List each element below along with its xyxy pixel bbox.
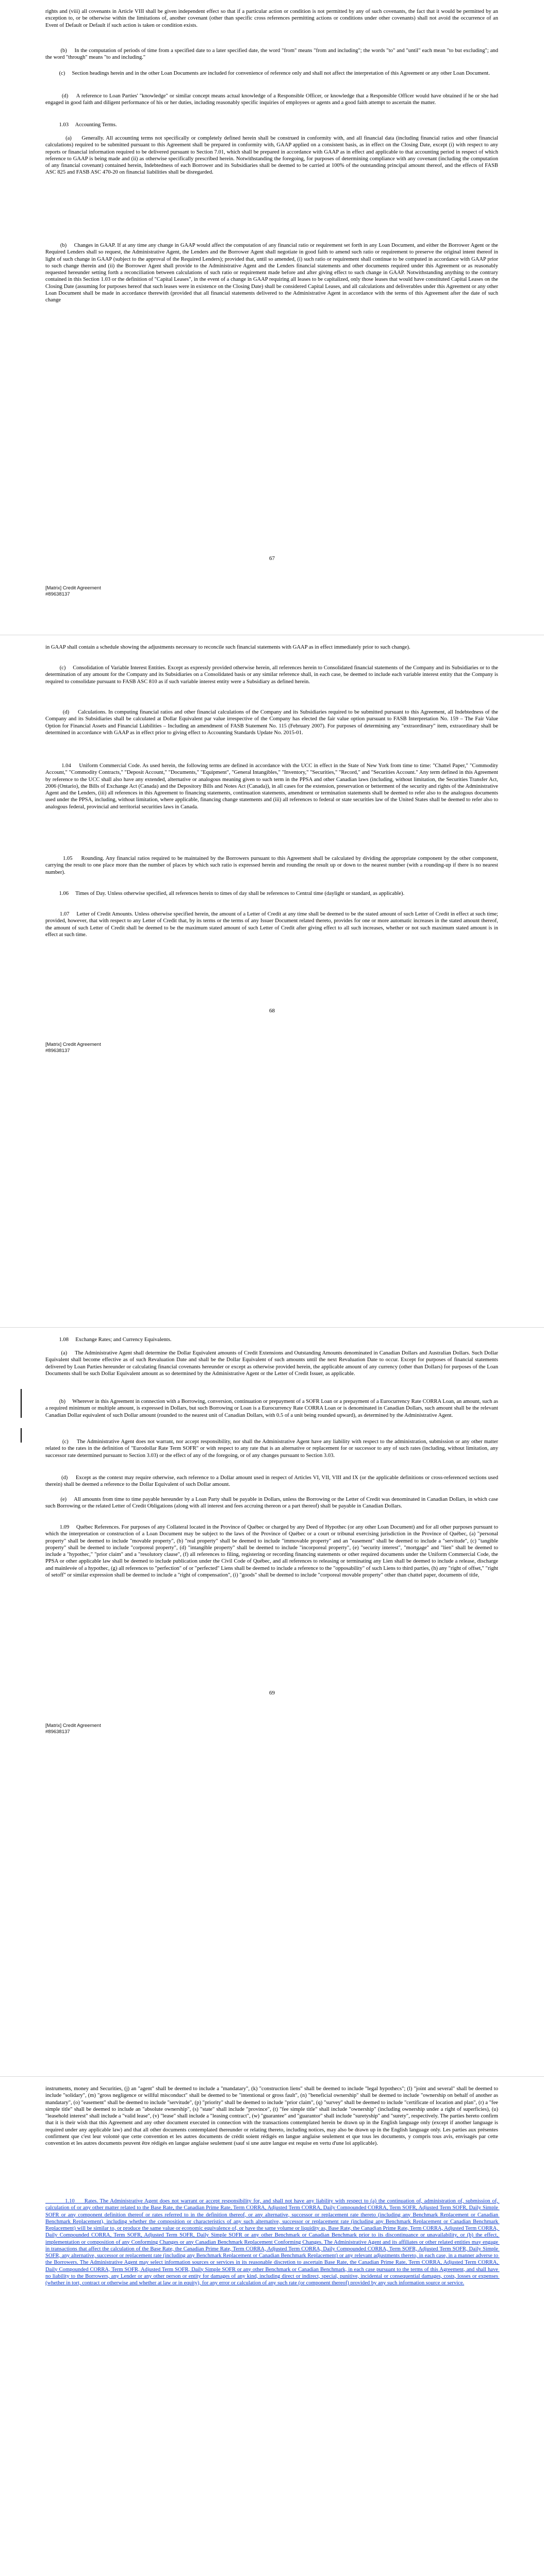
paragraph: (b) Wherever in this Agreement in connection with a Borrowing, conversion, continuation or prepayment of a SOFR Loan or a prepayment of a Eurocurrency Rate CORRA Loan, an amount, such as a required minimum or multiple amount, is expressed in Dollars, but such Borrowing or Loan is a Eurocurrency Rate CORRA Loan or is denominated in Canadian Dollars, such amount shall be the relevant Canadian Dollar equivalent of such Dollar amount (rounded to the nearest unit of Canadian Dollars, with 0.5 of a unit being rounded upward), as determined by the Administrative Agent. — [45, 1399, 500, 1418]
paragraph: (c) Section headings herein and in the other Loan Documents are included for convenience of reference only and shall not affect the interpretation of this Agreement or any other Loan Document. — [45, 71, 490, 76]
paragraph: (b) Changes in GAAP. If at any time any change in GAAP would affect the computation of any financial ratio or requirement set forth in any Loan Document, and either the Borrower Agent or the Required Lenders shall so request, the Administrative Agent, the Lenders and the Borrower Agent shall negotiate in good faith to amend such ratio or requirement to preserve the original intent thereof in light of such change in GAAP (subject to the approval of the Required Lenders); provided that, until so amended, (i) such ratio or requirement shall continue to be computed in accordance with GAAP prior to such change therein and (ii) the Borrower Agent shall provide to the Administrative Agent and the Lenders financial statements and other documents required under this Agreement or as reasonably requested hereunder setting forth a reconciliation between calculations of such ratio or requirement made before and after giving effect to such change in GAAP. Notwithstanding anything to the contrary contained in this Section 1.03 or the definition of "Capital Leases", in the event of a change in GAAP requiring all leases to be capitalized, only those leases that would have constituted Capital Leases on the Closing Date (assuming for purposes hereof that such leases were in existence on the Closing Date) shall be considered Capital Leases, and all calculations and deliverables under this Agreement or any other Loan Document shall be made in accordance therewith (provided that all financial statements delivered to the Administrative Agent in accordance with the terms of this Agreement after the date of such change — [45, 243, 500, 303]
paragraph: (d) A reference to Loan Parties' "knowledge" or similar concept means actual knowledge of a Responsible Officer, or knowledge that a Responsible Officer would have obtained if he or she had engaged in good faith and diligent performance of his or her duties, including reasonably specific inquiries of employees or agents and a good faith attempt to ascertain the matter. — [45, 93, 500, 106]
section-heading: 1.03 Accounting Terms. — [45, 122, 117, 128]
page-divider — [0, 2076, 544, 2077]
page-number: 69 — [269, 1690, 275, 1696]
paragraph: rights and (viii) all covenants in Article VIII shall be given independent effect so that if a particular action or condition is not permitted by any of such covenants, the fact that it would be permitted by an exception to, or be otherwise within the limitations of, another covenant (other than specific cross references permitting actions or conditions under other covenants) shall not avoid the occurrence of an Event of Default or Default if such action is taken or condition exists. — [45, 9, 500, 28]
page-number: 68 — [269, 1008, 275, 1014]
revision-bar — [21, 1428, 22, 1443]
paragraph: (a) Generally. All accounting terms not specifically or completely defined herein shall be construed in conformity with, and all financial data (including financial ratios and other financial calculations) required to be submitted pursuant to this Agreement shall be prepared in conformity with, GAAP applied on a consistent basis, as in effect on the Closing Date, except (i) with respect to any reports or financial information required to be delivered pursuant to Section 7.01, which shall be prepared in accordance with GAAP as in effect and applicable to that accounting period in respect of which reference to GAAP is being made and (ii) as otherwise specifically prescribed herein. Notwithstanding the foregoing, for purposes of determining compliance with any covenant (including the computation of any financial covenant) contained herein, Indebtedness of each Borrower and its Subsidiaries shall be deemed to be carried at 100% of the outstanding principal amount thereof, and the effects of FASB ASC 825 and FASB ASC 470-20 on financial liabilities shall be disregarded. — [45, 135, 500, 176]
paragraph: (d) Except as the context may require otherwise, each reference to a Dollar amount used in respect of Articles VI, VII, VIII and IX (or the applicable definitions or cross-referenced sections used therein) shall be deemed a reference to the Dollar Equivalent of such Dollar amount. — [45, 1475, 500, 1488]
paragraph: in GAAP shall contain a schedule showing the adjustments necessary to reconcile such financial statements with GAAP as in effect immediately prior to such change). — [45, 645, 410, 650]
revision-bar — [21, 1389, 22, 1418]
page-number: 67 — [269, 555, 275, 562]
page-footer: [Matrix] Credit Agreement #89638137 — [45, 1042, 101, 1054]
paragraph: (c) Consolidation of Variable Interest Entities. Except as expressly provided otherwise herein, all references herein to Consolidated financial statements of the Company and its Subsidiaries or to the determination of any amount for the Company and its Subsidiaries on a Consolidated basis or any similar reference shall, in each case, be deemed to include each variable interest entity that the Company is required to consolidate pursuant to FASB ASC 810 as if such variable interest entity were a Subsidiary as defined herein. — [45, 665, 500, 685]
paragraph: 1.05 Rounding. Any financial ratios required to be maintained by the Borrowers pursuant to this Agreement shall be calculated by dividing the appropriate component by the other component, carrying the result to one place more than the number of places by which such ratio is expressed herein and rounding the result up or down to the nearest number (with a rounding-up if there is no nearest number). — [45, 856, 500, 875]
paragraph-inserted-rates: 1.10 Rates. The Administrative Agent does not warrant or accept responsibility for, and shall not have any liability with respect to (a) the continuation of, administration of, submission of, calculation of or any other matter related to the Base Rate, the Canadian Prime Rate, Term CORRA, Adjusted Term CORRA, Daily Compounded CORRA, Term SOFR, Adjusted Term SOFR, Daily Simple SOFR or any component definition thereof or rates referred to in the definition thereof, or any alternative, successor or replacement rate thereto (including any Benchmark Replacement or Canadian Benchmark Replacement), including whether the composition or characteristics of any such alternative, successor or replacement rate (including any Benchmark Replacement or Canadian Benchmark Replacement) will be similar to, or produce the same value or economic equivalence of, or have the same volume or liquidity as, Base Rate, the Canadian Prime Rate, Term CORRA, Adjusted Term CORRA, Daily Compounded CORRA, Term SOFR, Adjusted Term SOFR, Daily Simple SOFR or any other Benchmark or Canadian Benchmark prior to its discontinuance or unavailability, or (b) the effect, implementation or composition of any Conforming Changes or any Canadian Benchmark Replacement Conforming Changes. The Administrative Agent and its affiliates or other related entities may engage in transactions that affect the calculation of the Base Rate, the Canadian Prime Rate, Term CORRA, Adjusted Term CORRA, Daily Compounded CORRA, Term SOFR, Adjusted Term SOFR, Daily Simple SOFR, any alternative, successor or replacement rate (including any Benchmark Replacement or Canadian Benchmark Replacement) or any relevant adjustments thereto, in each case, in a manner adverse to the Borrowers. The Administrative Agent may select information sources or services in its reasonable discretion to ascertain Base Rate, the Canadian Prime Rate, Term CORRA, Adjusted Term CORRA, Daily Compounded CORRA, Term SOFR, Adjusted Term SOFR, Daily Simple SOFR or any other Benchmark or Canadian Benchmark, in each case pursuant to the terms of this Agreement, and shall have no liability to the Borrowers, any Lender or any other person or entity for damages of any kind, including direct or indirect, special, punitive, incidental or consequential damages, costs, losses or expenses (whether in tort, contract or otherwise and whether at law or in equity), for any error or calculation of any such rate (or component thereof) provided by any such information source or service. — [45, 2198, 500, 2286]
page-68 — [0, 637, 544, 1327]
page-footer: [Matrix] Credit Agreement #89638137 — [45, 1723, 101, 1735]
paragraph: instruments, money and Securities, (j) an "agent" shall be deemed to include a "mandatary", (k) "construction liens" shall be deemed to include "legal hypothecs"; (l) "joint and several" shall be deemed to include "solidary", (m) "gross negligence or willful misconduct" shall be deemed to be "intentional or gross fault", (n) "beneficial ownership" shall be deemed to include "ownership on behalf of another as mandatary", (o) "easement" shall be deemed to include "servitude", (p) "priority" shall be deemed to include "prior claim", (q) "survey" shall be deemed to include "certificate of location and plan", (r) a "fee simple title" shall be deemed to include an "absolute ownership", (s) "state" shall include "province", (t) "fee simple title" shall include "ownership" (including ownership under a right of superficies), (u) "leasehold interest" shall include a "valid lease", (v) "lease" shall include a "leasing contract", (w) "guarantee" and "guarantor" shall include "suretyship" and "surety", respectively. The parties hereto confirm that it is their wish that this Agreement and any other document executed in connection with the transactions contemplated herein be drawn up in the English language only (except if another language is required under any applicable law) and that all other documents contemplated thereunder or relating thereto, including notices, may also be drawn up in the English language only. Les parties aux présentes confirment que c'est leur volonté que cette convention et les autres documents de crédit soient rédigés en langue anglaise seulement et que tous les documents, y compris tous avis, envisagés par cette convention et les autres documents peuvent être rédigés en langue anglaise seulement (sauf si une autre langue est requise en vertu d'une loi applicable). — [45, 2086, 500, 2146]
paragraph: 1.09 Québec References. For purposes of any Collateral located in the Province of Québec or charged by any Deed of Hypothec (or any other Loan Document) and for all other purposes pursuant to which the interpretation or construction of a Loan Document may be subject to the laws of the Province of Québec or a court or tribunal exercising jurisdiction in the Province of Québec, (a) "personal property" shall be deemed to include "movable property", (b) "real property" shall be deemed to include "immovable property" and an "easement" shall be deemed to include a "servitude", (c) "tangible property" shall be deemed to include "corporeal property", (d) "intangible property" shall be deemed to include "incorporeal property", (e) "security interest", "mortgage" and "lien" shall be deemed to include a "hypothec," "prior claim" and a "resolutory clause", (f) all references to filing, registering or recording financing statements or other required documents under the Uniform Commercial Code, the PPSA or other applicable law shall be deemed to include publication under the Civil Code of Québec, and all references to releasing or terminating any Lien shall be deemed to include a release, discharge and mainlevée of a hypothec, (g) all references to "perfection" of or "perfected" Liens shall be deemed to include a reference to the "opposability" of such Liens to third parties, (h) any "right of offset," "right of setoff" or similar expression shall be deemed to include a "right of compensation", (i) "goods" shall be deemed to include "corporeal movable property" other than chattel paper, documents of title, — [45, 1524, 500, 1578]
page-69 — [0, 1329, 544, 2076]
page-divider — [0, 1327, 544, 1328]
paragraph: 1.04 Uniform Commercial Code. As used herein, the following terms are defined in accordance with the UCC in effect in the State of New York from time to time: "Chattel Paper," "Commodity Account," "Commodity Contracts," "Deposit Account," "Documents," "Equipment", "General Intangibles," "Inventory," "Securities," "Record," and "Securities Account." Any term defined in this Agreement by reference to the UCC shall also have any extended, alternative or analogous meaning given to such term in the PPSA and other Canadian laws (including, without limitation, the Securities Transfer Act, 2006 (Ontario), the Bills of Exchange Act (Canada) and the Depository Bills and Notes Act (Canada)), in all cases for the extension, preservation or betterment of the security and rights of the Administrative Agent and the Lenders, (iii) all references in this Agreement to financing statements, continuation statements, amendment or termination statements shall be deemed to refer also to the analogous documents used under the PPSA, including, without limitation, where applicable, financing change statements and (iii) all references to federal or state securities law of the United States shall be deemed to refer also to analogous federal, provincial and territorial securities laws in Canada. — [45, 763, 500, 810]
paragraph: (d) Calculations. In computing financial ratios and other financial calculations of the Company and its Subsidiaries required to be submitted pursuant to this Agreement, all Indebtedness of the Company and its Subsidiaries shall be calculated at Dollar Equivalent par value irrespective of the Company has elected the fair value option pursuant to FASB Interpretation No. 159 – The Fair Value Option for Financial Assets and Financial Liabilities – Including an amendment of FASB Statement No. 115 (February 2007). For purposes of determining any "extraordinary" item, extraordinary shall be determined in accordance with GAAP as in effect prior to giving effect to Accounting Standards Update No. 2015-01. — [45, 709, 500, 736]
page-67 — [0, 0, 544, 634]
paragraph: (c) The Administrative Agent does not warrant, nor accept responsibility, nor shall the Administrative Agent have any liability with respect to the administration, submission or any other matter related to the rates in the definition of "Eurodollar Rate Term SOFR" or with respect to any rate that is an alternative or replacement for or successor to any of such rates (including, without limitation, any successor rate determined pursuant to Section 3.03) or the effect of any of the foregoing, or of any changes pursuant to Section 3.03. — [45, 1439, 500, 1459]
paragraph: 1.06 Times of Day. Unless otherwise specified, all references herein to times of day shall be references to Central time (daylight or standard, as applicable). — [45, 891, 405, 896]
page-footer: [Matrix] Credit Agreement #89638137 — [45, 585, 101, 597]
paragraph: (a) The Administrative Agent shall determine the Dollar Equivalent amounts of Credit Extensions and Outstanding Amounts denominated in Canadian Dollars and Australian Dollars. Such Dollar Equivalent shall become effective as of such Revaluation Date and shall be the Dollar Equivalent of such amounts until the next Revaluation Date to occur. Except for purposes of financial statements delivered by Loan Parties hereunder or calculating financial covenants hereunder or except as otherwise provided herein, the applicable amount of any currency (other than Dollars) for purposes of the Loan Documents shall be such Dollar Equivalent amount as so determined by the Administrative Agent or the Letter of Credit Issuer, as applicable. — [45, 1350, 500, 1377]
paragraph: (e) All amounts from time to time payable hereunder by a Loan Party shall be payable in Dollars, unless the Borrowing or the Letter of Credit was denominated in Canadian Dollars, in which case such Borrowing or the related Letter of Credit Obligations (along with all interest and fees accruing thereon or a part thereof) shall be payable in Canadian Dollars. — [45, 1497, 500, 1510]
paragraph: 1.07 Letter of Credit Amounts. Unless otherwise specified herein, the amount of a Letter of Credit at any time shall be deemed to be the stated amount of such Letter of Credit in effect at such time; provided, however, that with respect to any Letter of Credit that, by its terms or the terms of any Issuer Document related thereto, provides for one or more automatic increases in the stated amount thereof, the amount of such Letter of Credit shall be deemed to be the maximum stated amount of such Letter of Credit after giving effect to all such increases, whether or not such maximum stated amount is in effect at such time. — [45, 911, 500, 938]
paragraph: (b) In the computation of periods of time from a specified date to a later specified date, the word "from" means "from and including"; the words "to" and "until" each mean "to but excluding"; and the word "through" means "to and including." — [45, 48, 500, 61]
page-70 — [0, 2078, 544, 2576]
section-heading: 1.08 Exchange Rates; and Currency Equivalents. — [45, 1337, 172, 1343]
